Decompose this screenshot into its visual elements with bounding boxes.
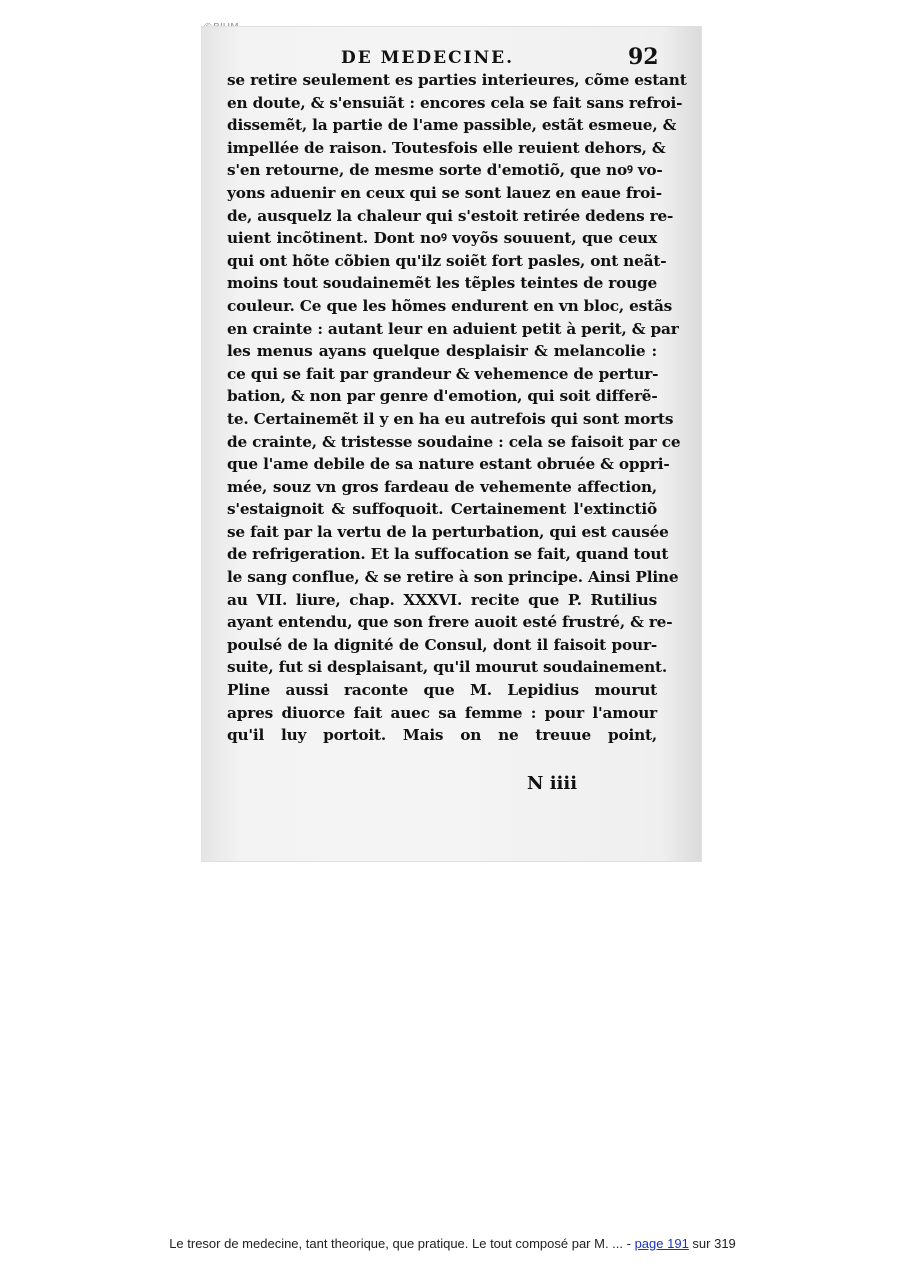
running-head: DE MEDECINE. bbox=[341, 48, 514, 68]
text-line: te. Certainemẽt il y en ha eu autrefois qui sont morts bbox=[227, 409, 674, 428]
text-line: ayant entendu, que son frere auoit esté frustré, & re- bbox=[227, 613, 673, 632]
text-line: qu'il luy portoit. Mais on ne treuue point, bbox=[227, 726, 657, 745]
text-line: mée, souz vn gros fardeau de vehemente affection, bbox=[227, 477, 657, 496]
folio-number: 92 bbox=[628, 44, 659, 70]
text-line: de, ausquelz la chaleur qui s'estoit retirée dedens re- bbox=[227, 206, 674, 225]
text-line: bation, & non par genre d'emotion, qui soit differẽ- bbox=[227, 387, 658, 406]
text-line: de crainte, & tristesse soudaine : cela se faisoit par ce bbox=[227, 432, 681, 451]
text-line: en doute, & s'ensuiãt : encores cela se fait sans refroi- bbox=[227, 93, 683, 112]
text-line: se fait par la vertu de la perturbation, qui est causée bbox=[227, 522, 669, 541]
footer-title: Le tresor de medecine, tant theorique, que pratique. Le tout composé par M. ... - bbox=[169, 1236, 635, 1251]
page-link[interactable]: page 191 bbox=[634, 1236, 689, 1251]
text-line: le sang conflue, & se retire à son principe. Ainsi Pline bbox=[227, 568, 679, 587]
scanned-page bbox=[201, 26, 702, 862]
text-line: se retire seulement es parties interieures, cõme estant bbox=[227, 71, 687, 89]
signature-mark: N iiii bbox=[527, 773, 578, 794]
text-line: poulsé de la dignité de Consul, dont il faisoit pour- bbox=[227, 635, 657, 654]
text-line: au VII. liure, chap. XXXVI. recite que P. Rutilius bbox=[227, 590, 657, 609]
text-line: que l'ame debile de sa nature estant obruée & oppri- bbox=[227, 455, 670, 474]
text-line: impellée de raison. Toutesfois elle reuient dehors, & bbox=[227, 138, 666, 157]
text-line: apres diuorce fait auec sa femme : pour l'amour bbox=[227, 703, 657, 722]
footer-caption bbox=[0, 1236, 905, 1251]
text-line: qui ont hõte cõbien qu'ilz soiẽt fort pasles, ont neãt- bbox=[227, 251, 667, 270]
text-line: s'estaignoit & suffoquoit. Certainement l'extinctiõ bbox=[227, 500, 657, 519]
text-line: dissemẽt, la partie de l'ame passible, estãt esmeue, & bbox=[227, 116, 677, 135]
text-line: moins tout soudainemẽt les tẽples teintes de rouge bbox=[227, 274, 658, 293]
text-line: les menus ayans quelque desplaisir & melancolie : bbox=[227, 342, 657, 361]
text-line: yons aduenir en ceux qui se sont lauez en eaue froi- bbox=[227, 183, 662, 202]
page-body-text bbox=[227, 69, 687, 747]
text-line: Pline aussi raconte que M. Lepidius mourut bbox=[227, 681, 657, 700]
text-line: couleur. Ce que les hõmes endurent en vn bloc, estãs bbox=[227, 296, 673, 315]
text-line: ce qui se fait par grandeur & vehemence de pertur- bbox=[227, 364, 659, 383]
text-line: s'en retourne, de mesme sorte d'emotiõ, que noꝰ vo- bbox=[227, 161, 663, 180]
text-line: de refrigeration. Et la suffocation se fait, quand tout bbox=[227, 545, 669, 564]
text-line: suite, fut si desplaisant, qu'il mourut soudainement. bbox=[227, 658, 668, 677]
text-line: en crainte : autant leur en aduient petit à perit, & par bbox=[227, 319, 679, 338]
footer-page-count: sur 319 bbox=[688, 1236, 736, 1251]
text-line: uient incõtinent. Dont noꝰ voyõs souuent, que ceux bbox=[227, 229, 657, 248]
